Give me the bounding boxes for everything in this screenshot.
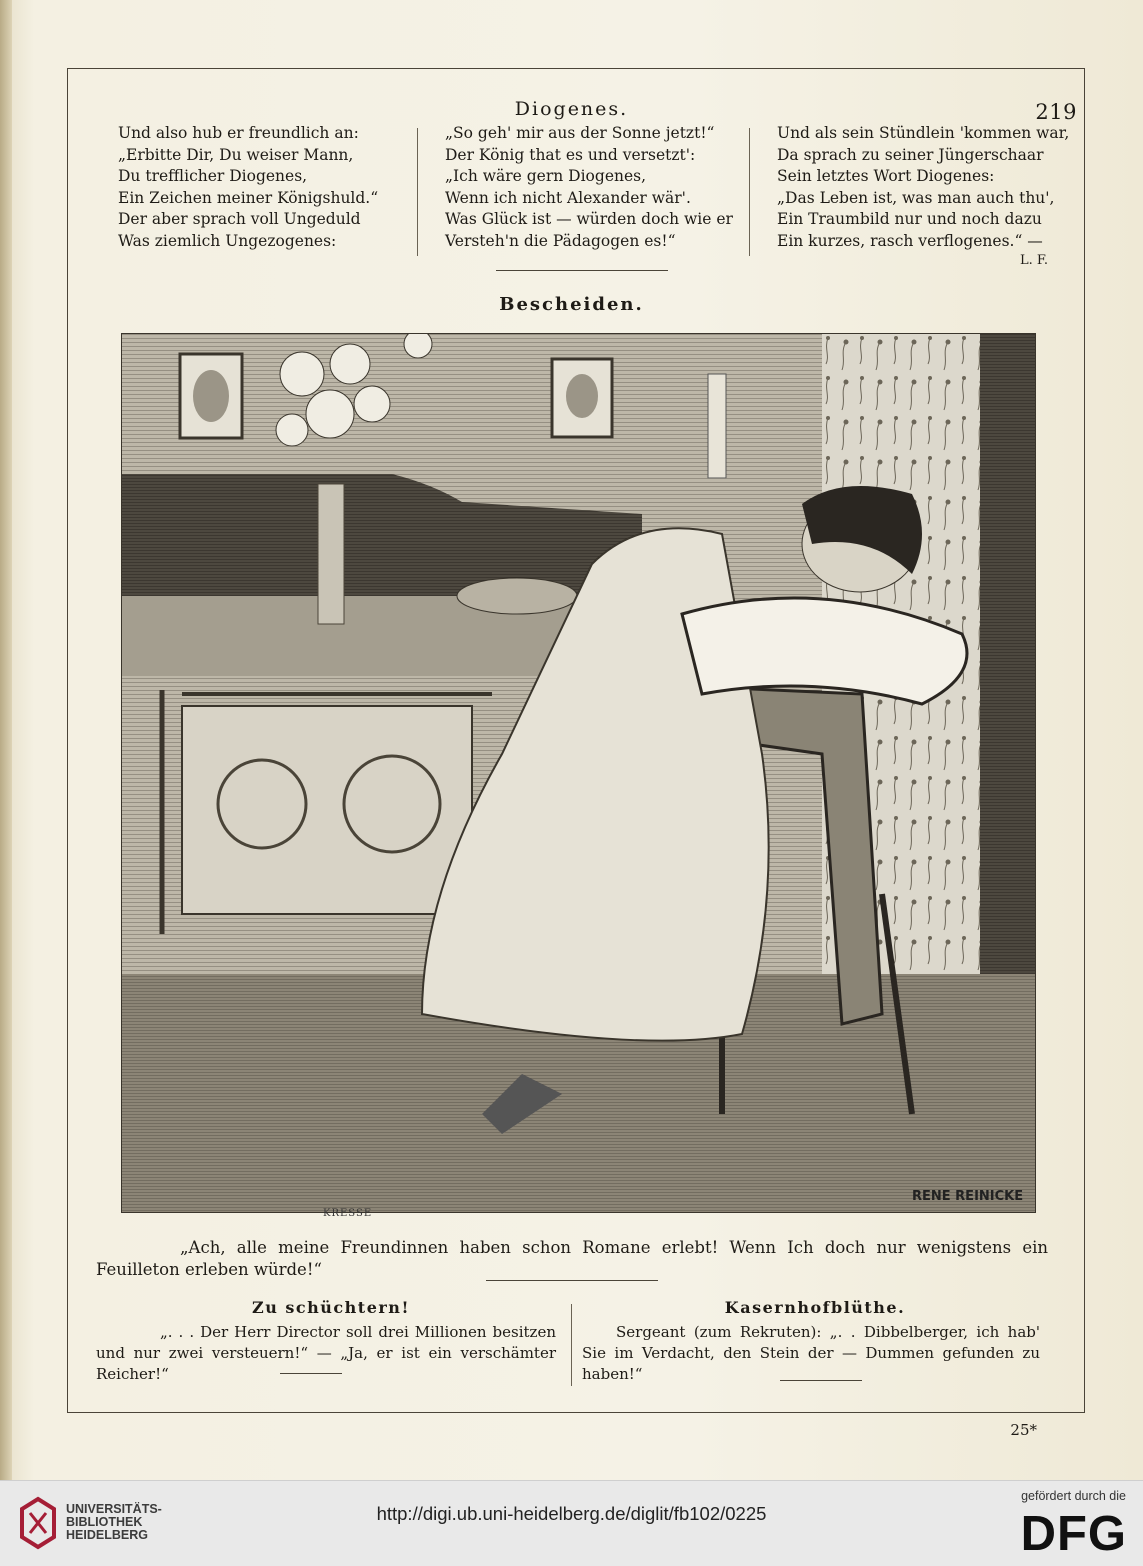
poem-line: Ein Zeichen meiner Königshuld.“ bbox=[118, 188, 379, 207]
section-rule bbox=[496, 270, 668, 271]
poem-line: „Ich wäre gern Diogenes, bbox=[445, 167, 647, 186]
column-divider bbox=[749, 128, 750, 256]
joke-left-title: Zu schüchtern! bbox=[252, 1298, 410, 1317]
artist-signature-right: RENE REINICKE bbox=[912, 1189, 1024, 1204]
poem-line: Und als sein Stündlein 'kommen war, bbox=[777, 124, 1070, 142]
poem-line: Ein Traumbild nur und noch dazu bbox=[777, 210, 1042, 229]
column-divider bbox=[417, 128, 418, 256]
poem-line: Der König that es und versetzt': bbox=[445, 145, 696, 164]
vase bbox=[318, 484, 344, 624]
poem-line: Der aber sprach voll Ungeduld bbox=[118, 210, 361, 229]
sheet-signature-mark: 25* bbox=[1010, 1421, 1037, 1439]
cradle bbox=[182, 706, 472, 914]
poem-line: Sein letztes Wort Diogenes: bbox=[777, 167, 995, 186]
poem-line: Was Glück ist — würden doch wie er bbox=[445, 210, 733, 229]
library-name-line: BIBLIOTHEK bbox=[66, 1515, 143, 1529]
page-number: 219 bbox=[1035, 100, 1077, 124]
illustration-image bbox=[121, 333, 1036, 1213]
portrait-oval bbox=[566, 374, 598, 418]
poem-column-3 bbox=[777, 123, 1069, 253]
funded-by-label: gefördert durch die bbox=[1021, 1489, 1126, 1503]
poem-column-2 bbox=[445, 123, 733, 253]
artist-signature-left: KRESSE bbox=[323, 1208, 373, 1219]
section-rule bbox=[486, 1280, 658, 1281]
poem-line: „Erbitte Dir, Du weiser Mann, bbox=[118, 145, 354, 164]
section-rule bbox=[280, 1373, 342, 1374]
section-rule bbox=[780, 1380, 862, 1381]
poem-title: Diogenes. bbox=[514, 98, 629, 120]
poem-line: Und also hub er freundlich an: bbox=[118, 124, 359, 142]
library-name-line: HEIDELBERG bbox=[66, 1528, 148, 1542]
illustration-title: Bescheiden. bbox=[499, 294, 644, 315]
joke-left-text: „. . . Der Herr Director soll drei Millionen besitzen und nur zwei versteuern!“ — „Ja, er ist ein verschämter Reicher!“ bbox=[96, 1323, 556, 1383]
column-divider bbox=[571, 1304, 572, 1386]
poem-column-1 bbox=[118, 123, 378, 253]
poem-line: Ein kurzes, rasch verflogenes.“ — bbox=[777, 231, 1043, 250]
poem-line: „So geh' mir aus der Sonne jetzt!“ bbox=[445, 124, 715, 142]
joke-right-text: Sergeant (zum Rekruten): „. . Dibbelberger, ich hab' Sie im Verdacht, den Stein der — Dummen gefunden zu haben!“ bbox=[582, 1323, 1040, 1383]
joke-right-title: Kasernhofblüthe. bbox=[724, 1298, 906, 1317]
permalink-url[interactable]: http://digi.ub.uni-heidelberg.de/diglit/fb102/0225 bbox=[376, 1503, 767, 1524]
poem-line: Du trefflicher Diogenes, bbox=[118, 167, 308, 186]
poem-line: Wenn ich nicht Alexander wär'. bbox=[445, 188, 691, 207]
poem-line: Versteh'n die Pädagogen es!“ bbox=[445, 231, 676, 250]
poem-line: „Das Leben ist, was man auch thu', bbox=[777, 188, 1055, 207]
viewer-footer bbox=[0, 1480, 1143, 1566]
illustration-caption: „Ach, alle meine Freundinnen haben schon Romane erlebt! Wenn Ich doch nur wenigstens ein Feuilleton erleben würde!“ bbox=[96, 1238, 1048, 1279]
dfg-logo[interactable]: DFG bbox=[1020, 1507, 1127, 1561]
wall-sconce bbox=[708, 374, 726, 478]
poem-line: Da sprach zu seiner Jüngerschaar bbox=[777, 145, 1044, 164]
basket bbox=[457, 578, 577, 614]
poem-signature: L. F. bbox=[1020, 253, 1049, 268]
library-name-line: UNIVERSITÄTS- bbox=[66, 1502, 162, 1516]
page-binding bbox=[0, 0, 12, 1480]
poem-line: Was ziemlich Ungezogenes: bbox=[118, 231, 337, 250]
portrait-oval bbox=[193, 370, 229, 422]
